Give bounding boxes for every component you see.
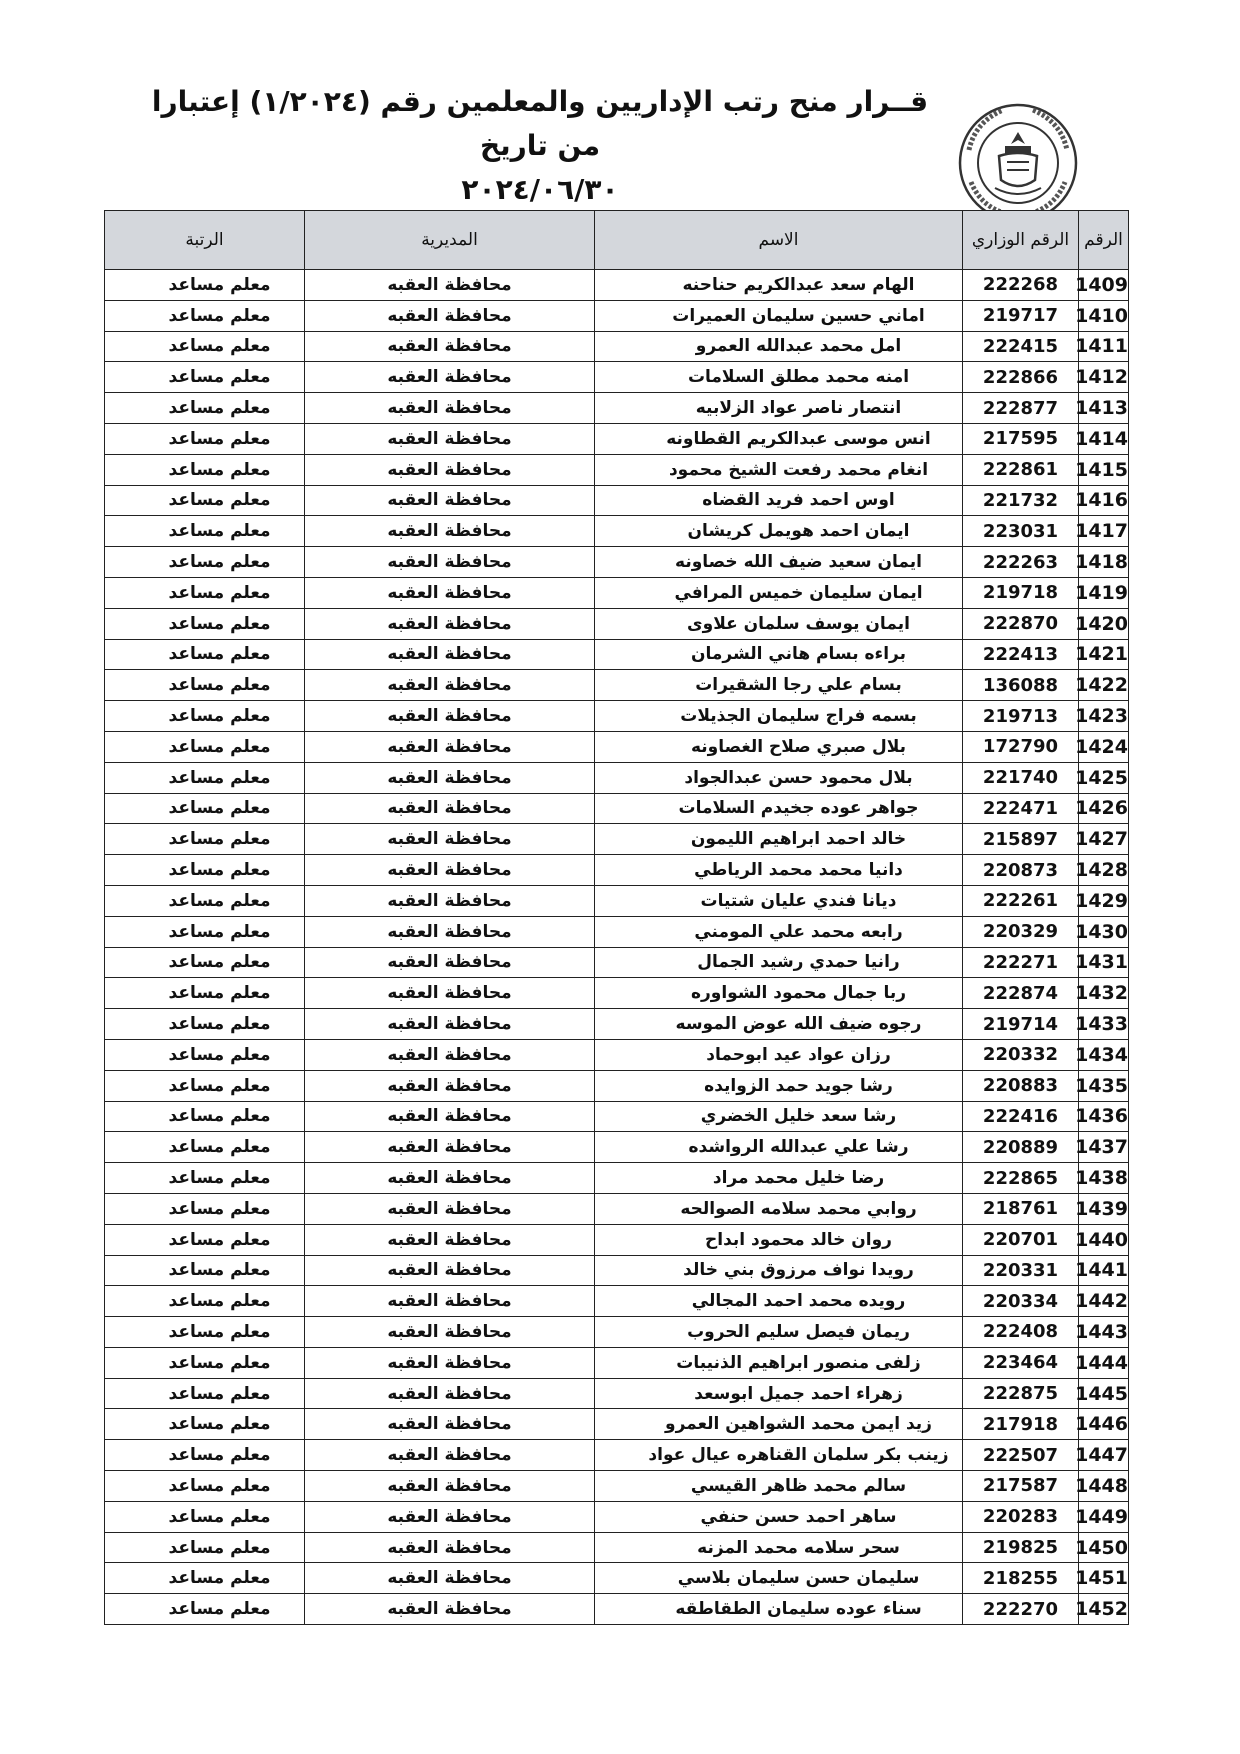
cell-name: الهام سعد عبدالكريم حناحنه xyxy=(595,270,963,301)
table-row xyxy=(105,393,1129,424)
cell-ministry-number: 220883 xyxy=(963,1070,1079,1101)
table-row xyxy=(105,701,1129,732)
table-row xyxy=(105,855,1129,886)
cell-name: ايمان سليمان خميس المرافي xyxy=(595,577,963,608)
cell-name: سحر سلامه محمد المزنه xyxy=(595,1532,963,1563)
cell-directorate: محافظة العقبه xyxy=(305,547,595,578)
cell-name: ربا جمال محمود الشواوره xyxy=(595,978,963,1009)
table-row xyxy=(105,1224,1129,1255)
cell-name: زيد ايمن محمد الشواهين العمرو xyxy=(595,1409,963,1440)
cell-rank: معلم مساعد xyxy=(105,423,305,454)
cell-directorate: محافظة العقبه xyxy=(305,1317,595,1348)
cell-number: 1443 xyxy=(1079,1317,1129,1348)
cell-rank: معلم مساعد xyxy=(105,701,305,732)
cell-number: 1413 xyxy=(1079,393,1129,424)
cell-ministry-number: 218761 xyxy=(963,1193,1079,1224)
cell-ministry-number: 220889 xyxy=(963,1132,1079,1163)
cell-rank: معلم مساعد xyxy=(105,947,305,978)
cell-name: ايمان يوسف سلمان علاوى xyxy=(595,608,963,639)
header-name: الاسم xyxy=(595,211,963,270)
table-row xyxy=(105,731,1129,762)
cell-directorate: محافظة العقبه xyxy=(305,270,595,301)
cell-ministry-number: 220329 xyxy=(963,916,1079,947)
cell-rank: معلم مساعد xyxy=(105,485,305,516)
cell-number: 1429 xyxy=(1079,885,1129,916)
cell-directorate: محافظة العقبه xyxy=(305,947,595,978)
cell-ministry-number: 222413 xyxy=(963,639,1079,670)
table-row xyxy=(105,1563,1129,1594)
table-row xyxy=(105,485,1129,516)
table-body xyxy=(105,270,1129,1625)
table-row xyxy=(105,516,1129,547)
cell-name: امنه محمد مطلق السلامات xyxy=(595,362,963,393)
cell-rank: معلم مساعد xyxy=(105,608,305,639)
cell-number: 1442 xyxy=(1079,1286,1129,1317)
title-line-1: قــرار منح رتب الإداريين والمعلمين رقم (١/٢٠٢٤) إعتبارا من تاريخ xyxy=(151,85,929,162)
cell-rank: معلم مساعد xyxy=(105,670,305,701)
table-row xyxy=(105,577,1129,608)
cell-ministry-number: 219713 xyxy=(963,701,1079,732)
table-row xyxy=(105,1039,1129,1070)
cell-directorate: محافظة العقبه xyxy=(305,762,595,793)
cell-name: انغام محمد رفعت الشيخ محمود xyxy=(595,454,963,485)
cell-directorate: محافظة العقبه xyxy=(305,793,595,824)
table-row xyxy=(105,1070,1129,1101)
table-row xyxy=(105,639,1129,670)
cell-rank: معلم مساعد xyxy=(105,1594,305,1625)
ministry-seal-logo xyxy=(955,100,1081,226)
cell-directorate: محافظة العقبه xyxy=(305,485,595,516)
cell-rank: معلم مساعد xyxy=(105,1409,305,1440)
cell-number: 1426 xyxy=(1079,793,1129,824)
cell-directorate: محافظة العقبه xyxy=(305,516,595,547)
cell-name: رشا سعد خليل الخضري xyxy=(595,1101,963,1132)
cell-name: جواهر عوده جخيدم السلامات xyxy=(595,793,963,824)
table-row xyxy=(105,1532,1129,1563)
cell-name: امل محمد عبدالله العمرو xyxy=(595,331,963,362)
table-row xyxy=(105,1409,1129,1440)
cell-rank: معلم مساعد xyxy=(105,793,305,824)
cell-directorate: محافظة العقبه xyxy=(305,1132,595,1163)
cell-directorate: محافظة العقبه xyxy=(305,731,595,762)
cell-rank: معلم مساعد xyxy=(105,331,305,362)
cell-directorate: محافظة العقبه xyxy=(305,978,595,1009)
cell-name: بسام علي رجا الشقيرات xyxy=(595,670,963,701)
cell-directorate: محافظة العقبه xyxy=(305,608,595,639)
cell-directorate: محافظة العقبه xyxy=(305,639,595,670)
cell-name: ايمان احمد هويمل كريشان xyxy=(595,516,963,547)
cell-rank: معلم مساعد xyxy=(105,1193,305,1224)
cell-number: 1436 xyxy=(1079,1101,1129,1132)
cell-name: سليمان حسن سليمان بلاسي xyxy=(595,1563,963,1594)
cell-ministry-number: 223031 xyxy=(963,516,1079,547)
cell-name: زينب بكر سلمان القناهره عيال عواد xyxy=(595,1440,963,1471)
cell-number: 1449 xyxy=(1079,1501,1129,1532)
header-rank: الرتبة xyxy=(105,211,305,270)
cell-rank: معلم مساعد xyxy=(105,270,305,301)
cell-number: 1419 xyxy=(1079,577,1129,608)
cell-number: 1416 xyxy=(1079,485,1129,516)
cell-name: رشا علي عبدالله الرواشده xyxy=(595,1132,963,1163)
cell-number: 1409 xyxy=(1079,270,1129,301)
cell-rank: معلم مساعد xyxy=(105,362,305,393)
table-row xyxy=(105,762,1129,793)
cell-name: رويده محمد احمد المجالي xyxy=(595,1286,963,1317)
table-row xyxy=(105,1501,1129,1532)
cell-name: اوس احمد فريد القضاه xyxy=(595,485,963,516)
cell-name: دانيا محمد محمد الرياطي xyxy=(595,855,963,886)
cell-number: 1415 xyxy=(1079,454,1129,485)
cell-rank: معلم مساعد xyxy=(105,824,305,855)
cell-ministry-number: 222471 xyxy=(963,793,1079,824)
cell-name: روابي محمد سلامه الصوالحه xyxy=(595,1193,963,1224)
cell-rank: معلم مساعد xyxy=(105,1440,305,1471)
cell-directorate: محافظة العقبه xyxy=(305,1039,595,1070)
cell-name: رجوه ضيف الله عوض الموسه xyxy=(595,1009,963,1040)
cell-number: 1441 xyxy=(1079,1255,1129,1286)
cell-name: رانيا حمدي رشيد الجمال xyxy=(595,947,963,978)
ranks-table xyxy=(104,210,1129,1625)
cell-number: 1450 xyxy=(1079,1532,1129,1563)
cell-name: بسمه فراج سليمان الجذيلات xyxy=(595,701,963,732)
cell-directorate: محافظة العقبه xyxy=(305,916,595,947)
cell-directorate: محافظة العقبه xyxy=(305,577,595,608)
table-row xyxy=(105,1594,1129,1625)
cell-ministry-number: 222861 xyxy=(963,454,1079,485)
cell-rank: معلم مساعد xyxy=(105,1132,305,1163)
cell-ministry-number: 217918 xyxy=(963,1409,1079,1440)
cell-number: 1451 xyxy=(1079,1563,1129,1594)
ranks-table-container xyxy=(104,210,1128,1625)
cell-ministry-number: 215897 xyxy=(963,824,1079,855)
table-row xyxy=(105,1163,1129,1194)
document-title xyxy=(130,80,950,212)
cell-rank: معلم مساعد xyxy=(105,1532,305,1563)
cell-rank: معلم مساعد xyxy=(105,1101,305,1132)
cell-rank: معلم مساعد xyxy=(105,300,305,331)
cell-directorate: محافظة العقبه xyxy=(305,670,595,701)
cell-number: 1438 xyxy=(1079,1163,1129,1194)
cell-directorate: محافظة العقبه xyxy=(305,1501,595,1532)
cell-directorate: محافظة العقبه xyxy=(305,1347,595,1378)
cell-rank: معلم مساعد xyxy=(105,1163,305,1194)
table-row xyxy=(105,1132,1129,1163)
cell-name: خالد احمد ابراهيم الليمون xyxy=(595,824,963,855)
cell-ministry-number: 219717 xyxy=(963,300,1079,331)
table-row xyxy=(105,1255,1129,1286)
title-line-2: ٢٠٢٤/٠٦/٣٠ xyxy=(461,173,619,206)
cell-directorate: محافظة العقبه xyxy=(305,423,595,454)
table-row xyxy=(105,608,1129,639)
cell-directorate: محافظة العقبه xyxy=(305,1594,595,1625)
cell-rank: معلم مساعد xyxy=(105,885,305,916)
cell-rank: معلم مساعد xyxy=(105,731,305,762)
table-row xyxy=(105,1440,1129,1471)
cell-number: 1428 xyxy=(1079,855,1129,886)
cell-rank: معلم مساعد xyxy=(105,577,305,608)
cell-ministry-number: 220331 xyxy=(963,1255,1079,1286)
cell-ministry-number: 220283 xyxy=(963,1501,1079,1532)
cell-directorate: محافظة العقبه xyxy=(305,1009,595,1040)
cell-number: 1431 xyxy=(1079,947,1129,978)
cell-ministry-number: 220332 xyxy=(963,1039,1079,1070)
cell-ministry-number: 222271 xyxy=(963,947,1079,978)
cell-ministry-number: 222877 xyxy=(963,393,1079,424)
cell-number: 1444 xyxy=(1079,1347,1129,1378)
header-ministry-number: الرقم الوزاري xyxy=(963,211,1079,270)
cell-directorate: محافظة العقبه xyxy=(305,824,595,855)
cell-name: اماني حسين سليمان العميرات xyxy=(595,300,963,331)
cell-rank: معلم مساعد xyxy=(105,639,305,670)
cell-name: ايمان سعيد ضيف الله خصاونه xyxy=(595,547,963,578)
table-row xyxy=(105,1317,1129,1348)
cell-rank: معلم مساعد xyxy=(105,1009,305,1040)
cell-ministry-number: 222874 xyxy=(963,978,1079,1009)
cell-name: سالم محمد ظاهر القيسي xyxy=(595,1471,963,1502)
cell-directorate: محافظة العقبه xyxy=(305,331,595,362)
table-row xyxy=(105,362,1129,393)
header-directorate: المديرية xyxy=(305,211,595,270)
cell-name: انس موسى عبدالكريم القطاونه xyxy=(595,423,963,454)
table-header-row xyxy=(105,211,1129,270)
cell-number: 1424 xyxy=(1079,731,1129,762)
table-row xyxy=(105,978,1129,1009)
cell-rank: معلم مساعد xyxy=(105,1471,305,1502)
cell-name: رشا جويد حمد الزوايده xyxy=(595,1070,963,1101)
table-row xyxy=(105,1471,1129,1502)
cell-ministry-number: 223464 xyxy=(963,1347,1079,1378)
cell-rank: معلم مساعد xyxy=(105,547,305,578)
cell-number: 1435 xyxy=(1079,1070,1129,1101)
cell-name: انتصار ناصر عواد الزلابيه xyxy=(595,393,963,424)
cell-rank: معلم مساعد xyxy=(105,1070,305,1101)
cell-number: 1433 xyxy=(1079,1009,1129,1040)
cell-name: روان خالد محمود ابداح xyxy=(595,1224,963,1255)
cell-name: زهراء احمد جميل ابوسعد xyxy=(595,1378,963,1409)
table-row xyxy=(105,1286,1129,1317)
cell-rank: معلم مساعد xyxy=(105,1347,305,1378)
cell-number: 1448 xyxy=(1079,1471,1129,1502)
table-row xyxy=(105,793,1129,824)
cell-number: 1440 xyxy=(1079,1224,1129,1255)
cell-ministry-number: 221732 xyxy=(963,485,1079,516)
cell-name: بلال صبري صلاح الغصاونه xyxy=(595,731,963,762)
cell-rank: معلم مساعد xyxy=(105,855,305,886)
cell-ministry-number: 222870 xyxy=(963,608,1079,639)
cell-directorate: محافظة العقبه xyxy=(305,1224,595,1255)
cell-number: 1432 xyxy=(1079,978,1129,1009)
cell-ministry-number: 218255 xyxy=(963,1563,1079,1594)
cell-ministry-number: 220873 xyxy=(963,855,1079,886)
cell-number: 1418 xyxy=(1079,547,1129,578)
cell-rank: معلم مساعد xyxy=(105,1378,305,1409)
cell-name: زلفى منصور ابراهيم الذنيبات xyxy=(595,1347,963,1378)
cell-ministry-number: 219714 xyxy=(963,1009,1079,1040)
cell-ministry-number: 220334 xyxy=(963,1286,1079,1317)
cell-number: 1420 xyxy=(1079,608,1129,639)
cell-number: 1452 xyxy=(1079,1594,1129,1625)
cell-ministry-number: 217587 xyxy=(963,1471,1079,1502)
cell-directorate: محافظة العقبه xyxy=(305,362,595,393)
cell-directorate: محافظة العقبه xyxy=(305,1193,595,1224)
cell-number: 1421 xyxy=(1079,639,1129,670)
cell-directorate: محافظة العقبه xyxy=(305,1070,595,1101)
cell-rank: معلم مساعد xyxy=(105,1501,305,1532)
cell-ministry-number: 217595 xyxy=(963,423,1079,454)
cell-rank: معلم مساعد xyxy=(105,1317,305,1348)
cell-number: 1414 xyxy=(1079,423,1129,454)
cell-ministry-number: 222268 xyxy=(963,270,1079,301)
cell-directorate: محافظة العقبه xyxy=(305,1286,595,1317)
cell-number: 1446 xyxy=(1079,1409,1129,1440)
cell-directorate: محافظة العقبه xyxy=(305,1163,595,1194)
table-row xyxy=(105,547,1129,578)
cell-number: 1412 xyxy=(1079,362,1129,393)
table-row xyxy=(105,916,1129,947)
cell-number: 1427 xyxy=(1079,824,1129,855)
cell-rank: معلم مساعد xyxy=(105,1224,305,1255)
cell-ministry-number: 222865 xyxy=(963,1163,1079,1194)
cell-name: بلال محمود حسن عبدالجواد xyxy=(595,762,963,793)
cell-number: 1434 xyxy=(1079,1039,1129,1070)
header-number: الرقم xyxy=(1079,211,1129,270)
cell-ministry-number: 222263 xyxy=(963,547,1079,578)
cell-number: 1425 xyxy=(1079,762,1129,793)
cell-directorate: محافظة العقبه xyxy=(305,300,595,331)
cell-directorate: محافظة العقبه xyxy=(305,1471,595,1502)
cell-directorate: محافظة العقبه xyxy=(305,701,595,732)
cell-name: رويدا نواف مرزوق بني خالد xyxy=(595,1255,963,1286)
cell-rank: معلم مساعد xyxy=(105,1286,305,1317)
cell-number: 1410 xyxy=(1079,300,1129,331)
cell-number: 1439 xyxy=(1079,1193,1129,1224)
cell-number: 1411 xyxy=(1079,331,1129,362)
cell-number: 1422 xyxy=(1079,670,1129,701)
cell-ministry-number: 222415 xyxy=(963,331,1079,362)
cell-rank: معلم مساعد xyxy=(105,916,305,947)
table-row xyxy=(105,300,1129,331)
cell-directorate: محافظة العقبه xyxy=(305,454,595,485)
cell-name: رزان عواد عيد ابوحماد xyxy=(595,1039,963,1070)
cell-rank: معلم مساعد xyxy=(105,978,305,1009)
cell-directorate: محافظة العقبه xyxy=(305,1101,595,1132)
table-row xyxy=(105,1101,1129,1132)
cell-ministry-number: 222261 xyxy=(963,885,1079,916)
cell-number: 1437 xyxy=(1079,1132,1129,1163)
table-row xyxy=(105,670,1129,701)
cell-rank: معلم مساعد xyxy=(105,1039,305,1070)
cell-ministry-number: 172790 xyxy=(963,731,1079,762)
cell-ministry-number: 222875 xyxy=(963,1378,1079,1409)
table-row xyxy=(105,1347,1129,1378)
table-row xyxy=(105,1009,1129,1040)
cell-name: سناء عوده سليمان الطقاطقه xyxy=(595,1594,963,1625)
table-row xyxy=(105,947,1129,978)
cell-rank: معلم مساعد xyxy=(105,393,305,424)
cell-directorate: محافظة العقبه xyxy=(305,885,595,916)
cell-number: 1430 xyxy=(1079,916,1129,947)
cell-rank: معلم مساعد xyxy=(105,454,305,485)
table-row xyxy=(105,270,1129,301)
cell-number: 1423 xyxy=(1079,701,1129,732)
cell-ministry-number: 222866 xyxy=(963,362,1079,393)
table-row xyxy=(105,1193,1129,1224)
table-row xyxy=(105,885,1129,916)
cell-directorate: محافظة العقبه xyxy=(305,1532,595,1563)
cell-rank: معلم مساعد xyxy=(105,516,305,547)
cell-name: ديانا فندي عليان شتيات xyxy=(595,885,963,916)
table-row xyxy=(105,824,1129,855)
cell-directorate: محافظة العقبه xyxy=(305,1378,595,1409)
cell-rank: معلم مساعد xyxy=(105,1255,305,1286)
cell-ministry-number: 222270 xyxy=(963,1594,1079,1625)
cell-name: ريمان فيصل سليم الحروب xyxy=(595,1317,963,1348)
cell-ministry-number: 219718 xyxy=(963,577,1079,608)
cell-ministry-number: 222507 xyxy=(963,1440,1079,1471)
cell-ministry-number: 222408 xyxy=(963,1317,1079,1348)
cell-number: 1445 xyxy=(1079,1378,1129,1409)
cell-directorate: محافظة العقبه xyxy=(305,1563,595,1594)
cell-rank: معلم مساعد xyxy=(105,762,305,793)
cell-rank: معلم مساعد xyxy=(105,1563,305,1594)
cell-name: براءه بسام هاني الشرمان xyxy=(595,639,963,670)
table-row xyxy=(105,423,1129,454)
cell-directorate: محافظة العقبه xyxy=(305,1440,595,1471)
cell-name: رضا خليل محمد مراد xyxy=(595,1163,963,1194)
cell-ministry-number: 222416 xyxy=(963,1101,1079,1132)
cell-ministry-number: 221740 xyxy=(963,762,1079,793)
cell-directorate: محافظة العقبه xyxy=(305,1409,595,1440)
cell-ministry-number: 220701 xyxy=(963,1224,1079,1255)
cell-directorate: محافظة العقبه xyxy=(305,855,595,886)
cell-directorate: محافظة العقبه xyxy=(305,393,595,424)
cell-ministry-number: 219825 xyxy=(963,1532,1079,1563)
cell-ministry-number: 136088 xyxy=(963,670,1079,701)
cell-number: 1447 xyxy=(1079,1440,1129,1471)
cell-name: رابعه محمد علي المومني xyxy=(595,916,963,947)
cell-name: ساهر احمد حسن حنفي xyxy=(595,1501,963,1532)
table-row xyxy=(105,454,1129,485)
cell-directorate: محافظة العقبه xyxy=(305,1255,595,1286)
cell-number: 1417 xyxy=(1079,516,1129,547)
table-row xyxy=(105,1378,1129,1409)
table-row xyxy=(105,331,1129,362)
